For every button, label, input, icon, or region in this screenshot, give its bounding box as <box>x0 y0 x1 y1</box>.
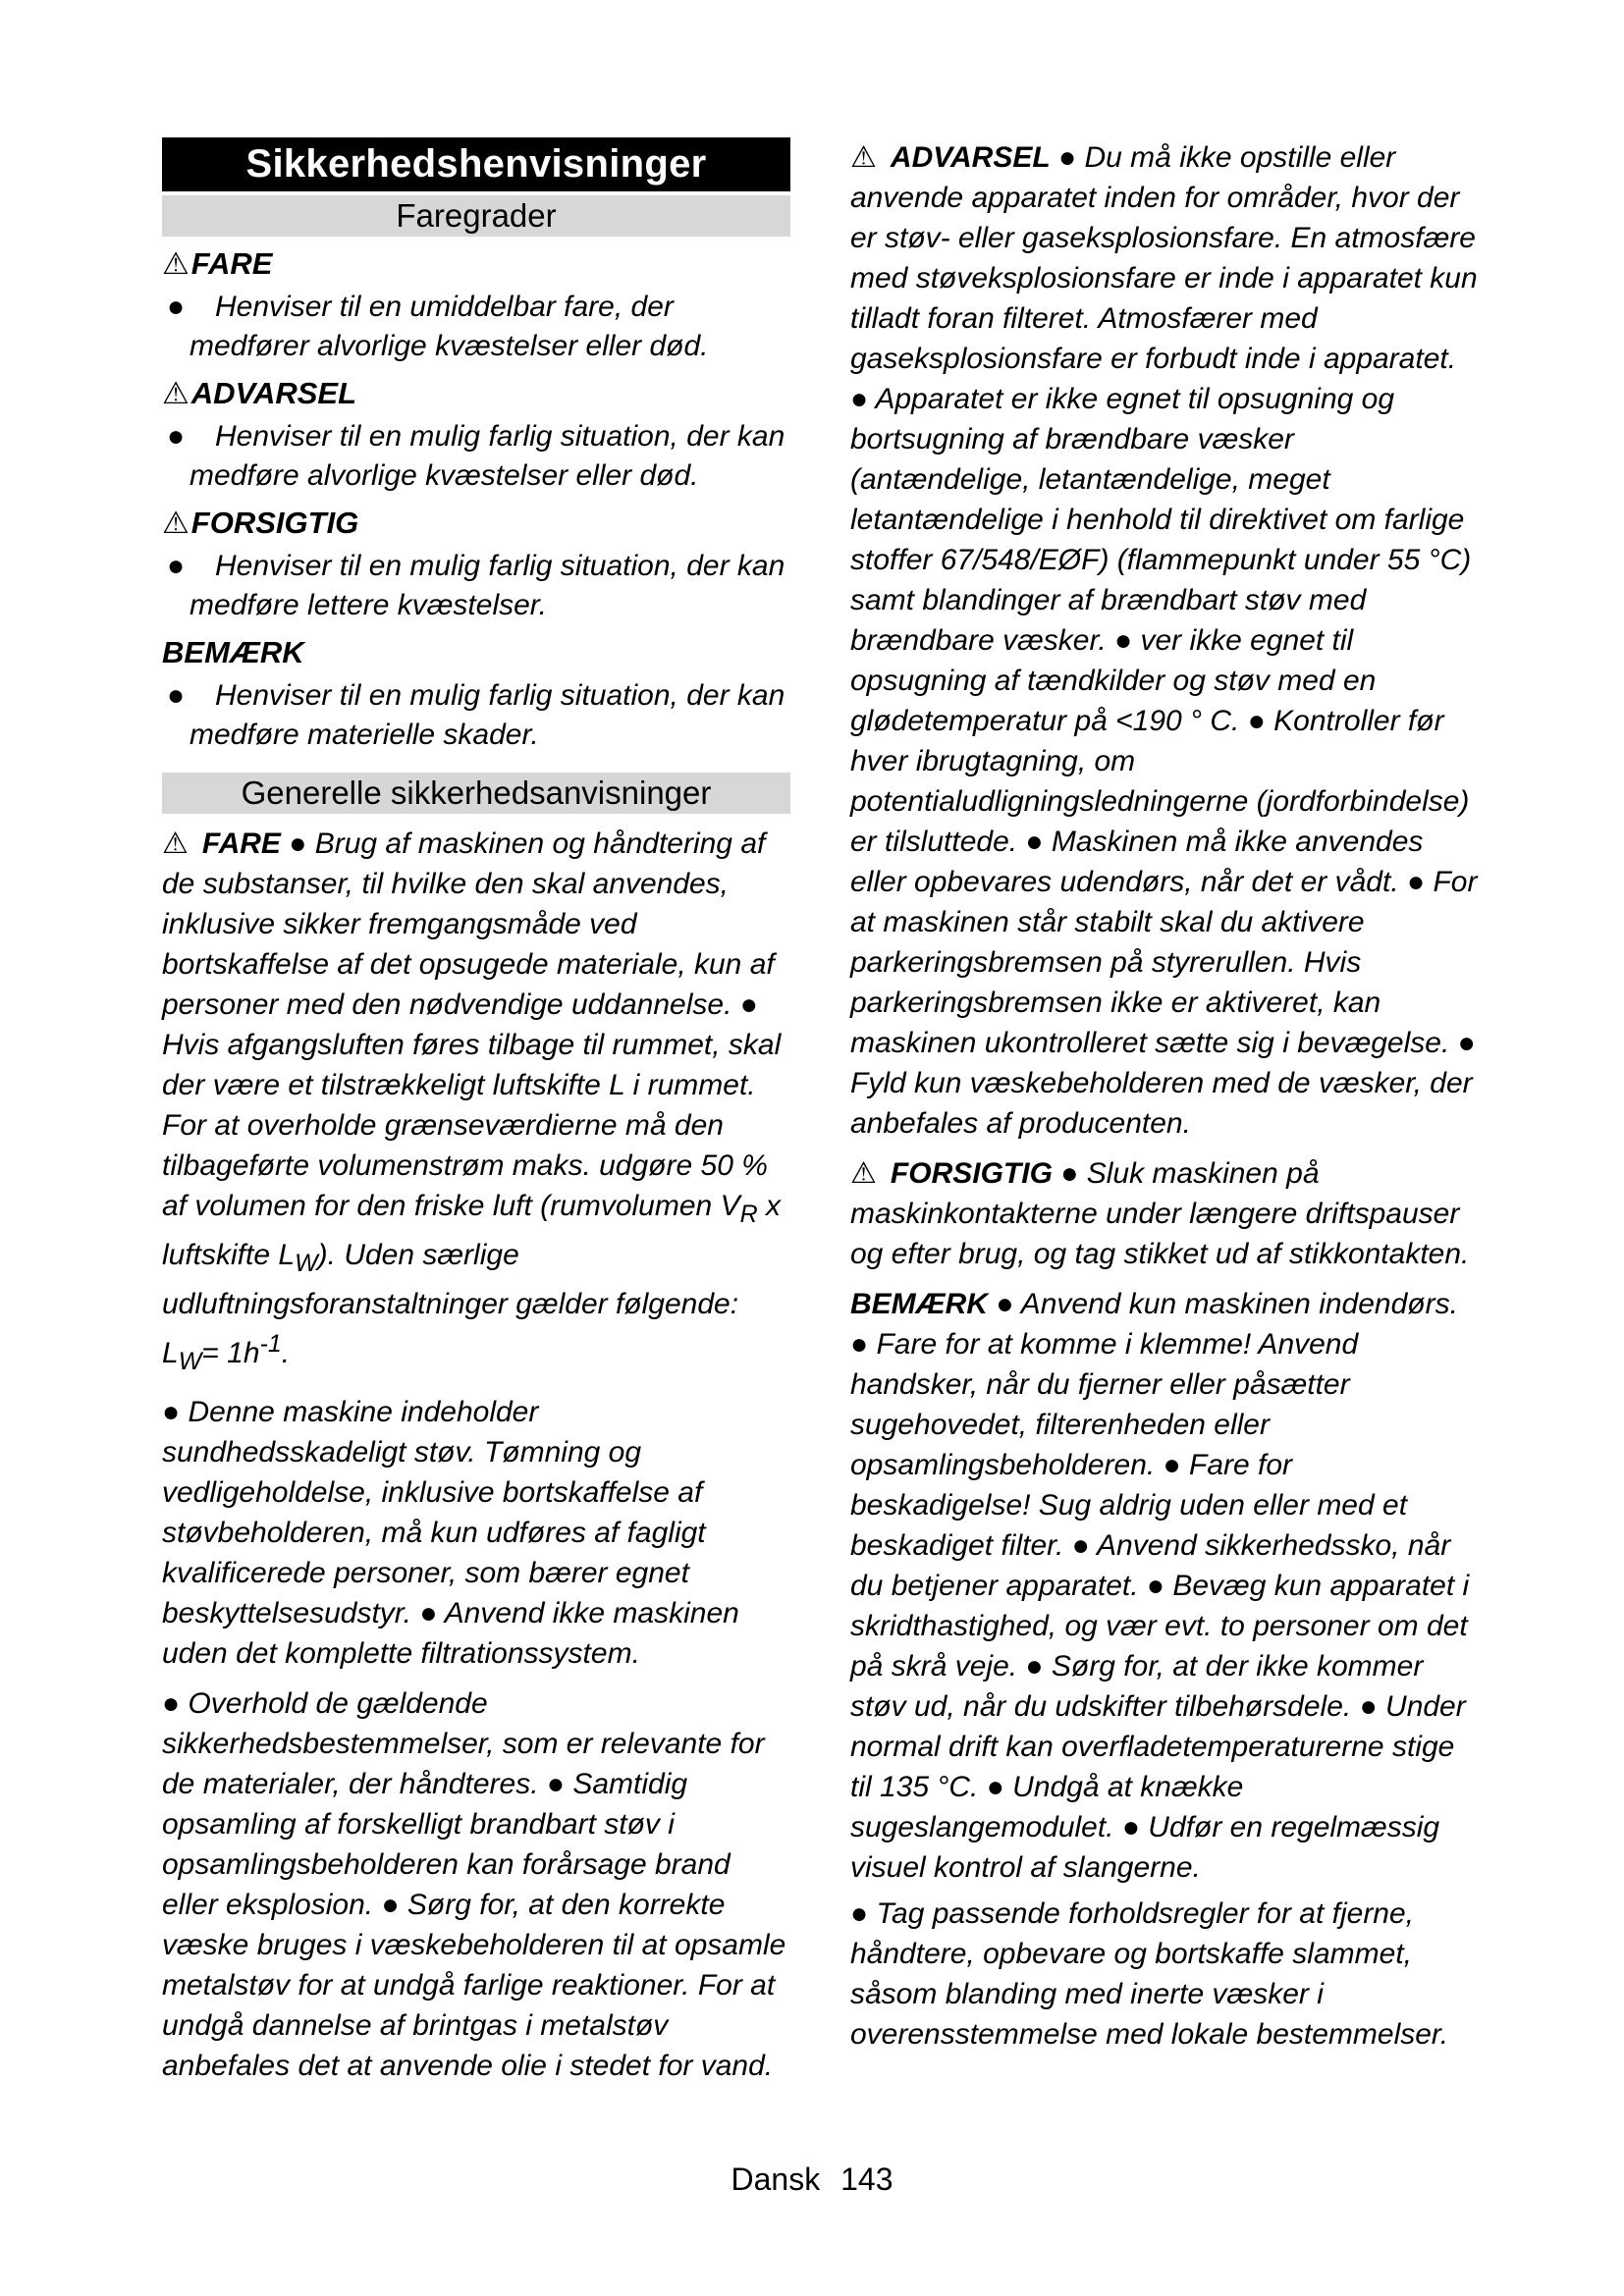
right-column <box>850 137 1479 2060</box>
bullet-icon: ● <box>167 291 186 323</box>
warning-icon: ⚠ <box>162 506 189 540</box>
page-footer <box>0 2160 1624 2199</box>
left-column <box>162 137 790 2092</box>
general-paragraph-3: ● Overhold de gældende sikkerhedsbestemmelser, som er relevante for de materialer, der håndteres. ● Samtidig opsamling af forskelligt brandbart støv i opsamlingsbeholderen kan forårsage brand eller eksplosion. ● Sørg for, at den korrekte væske bruges i væskebeholderen til at opsamle metalstøv for at undgå farlige reaktioner. For at undgå dannelse af brintgas i metalstøv anbefales det at anvende olie i stedet for vand. <box>162 1687 786 2082</box>
fare-tag: FARE <box>201 828 281 860</box>
level-fare-heading <box>162 244 790 284</box>
level-advarsel-heading <box>162 374 790 413</box>
level-description: Henviser til en mulig farlig situation, der kan medføre materielle skader. <box>189 679 785 751</box>
level-label: FORSIGTIG <box>190 506 359 540</box>
warning-icon: ⚠ <box>162 246 189 281</box>
page-number: 143 <box>840 2162 893 2197</box>
general-paragraph-1: ⚠ FARE ● Brug af maskinen og håndtering af de substanser, til hvilke den skal anvendes, inklusive sikker fremgangsmåde ved bortskaffelse af det opsugede materiale, kun af personer med den nødvendige uddannelse. ● Hvis afgangsluften føres tilbage til rummet, skal der være et tilstrækkeligt luftskifte L i rummet. For at overholde grænseværdierne må den tilbageførte volumenstrøm maks. udgøre 50 % af volumen for den friske luft (rumvolumen $V_R$ x luftskifte $L_W$). Uden særlige udluftningsforanstaltninger gælder følgende: $L_W= 1h^{-1}$. <box>162 828 782 1375</box>
section-heading-faregrader: Faregrader <box>162 195 790 237</box>
level-advarsel-text <box>162 417 790 496</box>
level-description: Henviser til en mulig farlig situation, der kan medføre alvorlige kvæstelser eller død. <box>189 420 785 492</box>
warning-icon: ⚠ <box>162 828 189 860</box>
warning-icon: ⚠ <box>850 141 877 174</box>
bullet-icon: ● <box>167 420 186 453</box>
level-forsigtig-text <box>162 547 790 625</box>
extra-paragraph: ● Tag passende forholdsregler for at fjerne, håndtere, opbevare og bortskaffe slammet, såsom blanding med inerte væsker i overensstemmelse med lokale bestemmelser. <box>850 1897 1449 2051</box>
bullet-icon: ● <box>167 550 186 582</box>
level-fare-text <box>162 288 790 366</box>
level-label: FARE <box>190 246 273 281</box>
bemaerk-paragraph: BEMÆRK ● Anvend kun maskinen indendørs. ● Fare for at komme i klemme! Anvend handsker, når du fjerner eller påsætter sugehovedet, filterenheden eller opsamlingsbeholderen. ● Fare for beskadigelse! Sug aldrig uden eller med et beskadiget filter. ● Anvend sikkerhedssko, når du betjener apparatet. ● Bevæg kun apparatet i skridthastighed, og vær evt. to personer om det på skrå veje. ● Sørg for, at der ikke kommer støv ud, når du udskifter tilbehørsdele. ● Under normal drift kan overfladetemperaturerne stige til 135 °C. ● Undgå at knække sugeslangemodulet. ● Udfør en regelmæssig visuel kontrol af slangerne. <box>850 1288 1470 1884</box>
level-label: ADVARSEL <box>190 376 357 410</box>
level-description: Henviser til en umiddelbar fare, der medfører alvorlige kvæstelser eller død. <box>189 291 709 362</box>
advarsel-paragraph: ⚠ ADVARSEL ● Du må ikke opstille eller anvende apparatet inden for områder, hvor der er støv- eller gaseksplosionsfare. En atmosfære med støveksplosionsfare er inde i apparatet kun tilladt foran filteret. Atmosfærer med gaseksplosionsfare er forbudt inde i apparatet. ● Apparatet er ikke egnet til opsugning og bortsugning af brændbare væsker (antændelige, letantændelige, meget letantændelige i henhold til direktivet om farlige stoffer 67/548/EØF) (flammepunkt under 55 °C) samt blandinger af brændbart støv med brændbare væsker. ● ver ikke egnet til opsugning af tændkilder og støv med en glødetemperatur på <190 ° C. ● Kontroller før hver ibrugtagning, om potentialudligningsledningerne (jordforbindelse) er tilsluttede. ● Maskinen må ikke anvendes eller opbevares udendørs, når det er vådt. ● For at maskinen står stabilt skal du aktivere parkeringsbremsen på styrerullen. Hvis parkeringsbremsen ikke er aktiveret, kan maskinen ukontrolleret sætte sig i bevægelse. ● Fyld kun væskebeholderen med de væsker, der anbefales af producenten. <box>850 141 1478 1140</box>
bemaerk-tag: BEMÆRK <box>850 1288 988 1320</box>
forsigtig-paragraph: ⚠ FORSIGTIG ● Sluk maskinen på maskinkontakterne under længere driftspauser og efter brug, og tag stikket ud af stikkontakten. <box>850 1157 1470 1270</box>
level-label: BEMÆRK <box>162 635 304 669</box>
level-description: Henviser til en mulig farlig situation, der kan medføre lettere kvæstelser. <box>189 550 785 621</box>
general-paragraph-2: ● Denne maskine indeholder sundhedsskadeligt støv. Tømning og vedligeholdelse, inklusive bortskaffelse af støvbeholderen, må kun udføres af fagligt kvalificerede personer, som bærer egnet beskyttelsesudstyr. ● Anvend ikke maskinen uden det komplette filtrationssystem. <box>162 1396 739 1670</box>
section-heading-general: Generelle sikkerhedsanvisninger <box>162 773 790 814</box>
advarsel-tag: ADVARSEL <box>890 141 1051 174</box>
footer-language: Dansk <box>731 2162 821 2197</box>
level-bemaerk-heading <box>162 633 790 672</box>
warning-icon: ⚠ <box>162 376 189 410</box>
warning-icon: ⚠ <box>850 1157 877 1190</box>
page-title: Sikkerhedshenvisninger <box>162 137 790 191</box>
level-forsigtig-heading <box>162 504 790 543</box>
bullet-icon: ● <box>167 679 186 712</box>
level-bemaerk-text <box>162 676 790 755</box>
forsigtig-tag: FORSIGTIG <box>890 1157 1053 1190</box>
